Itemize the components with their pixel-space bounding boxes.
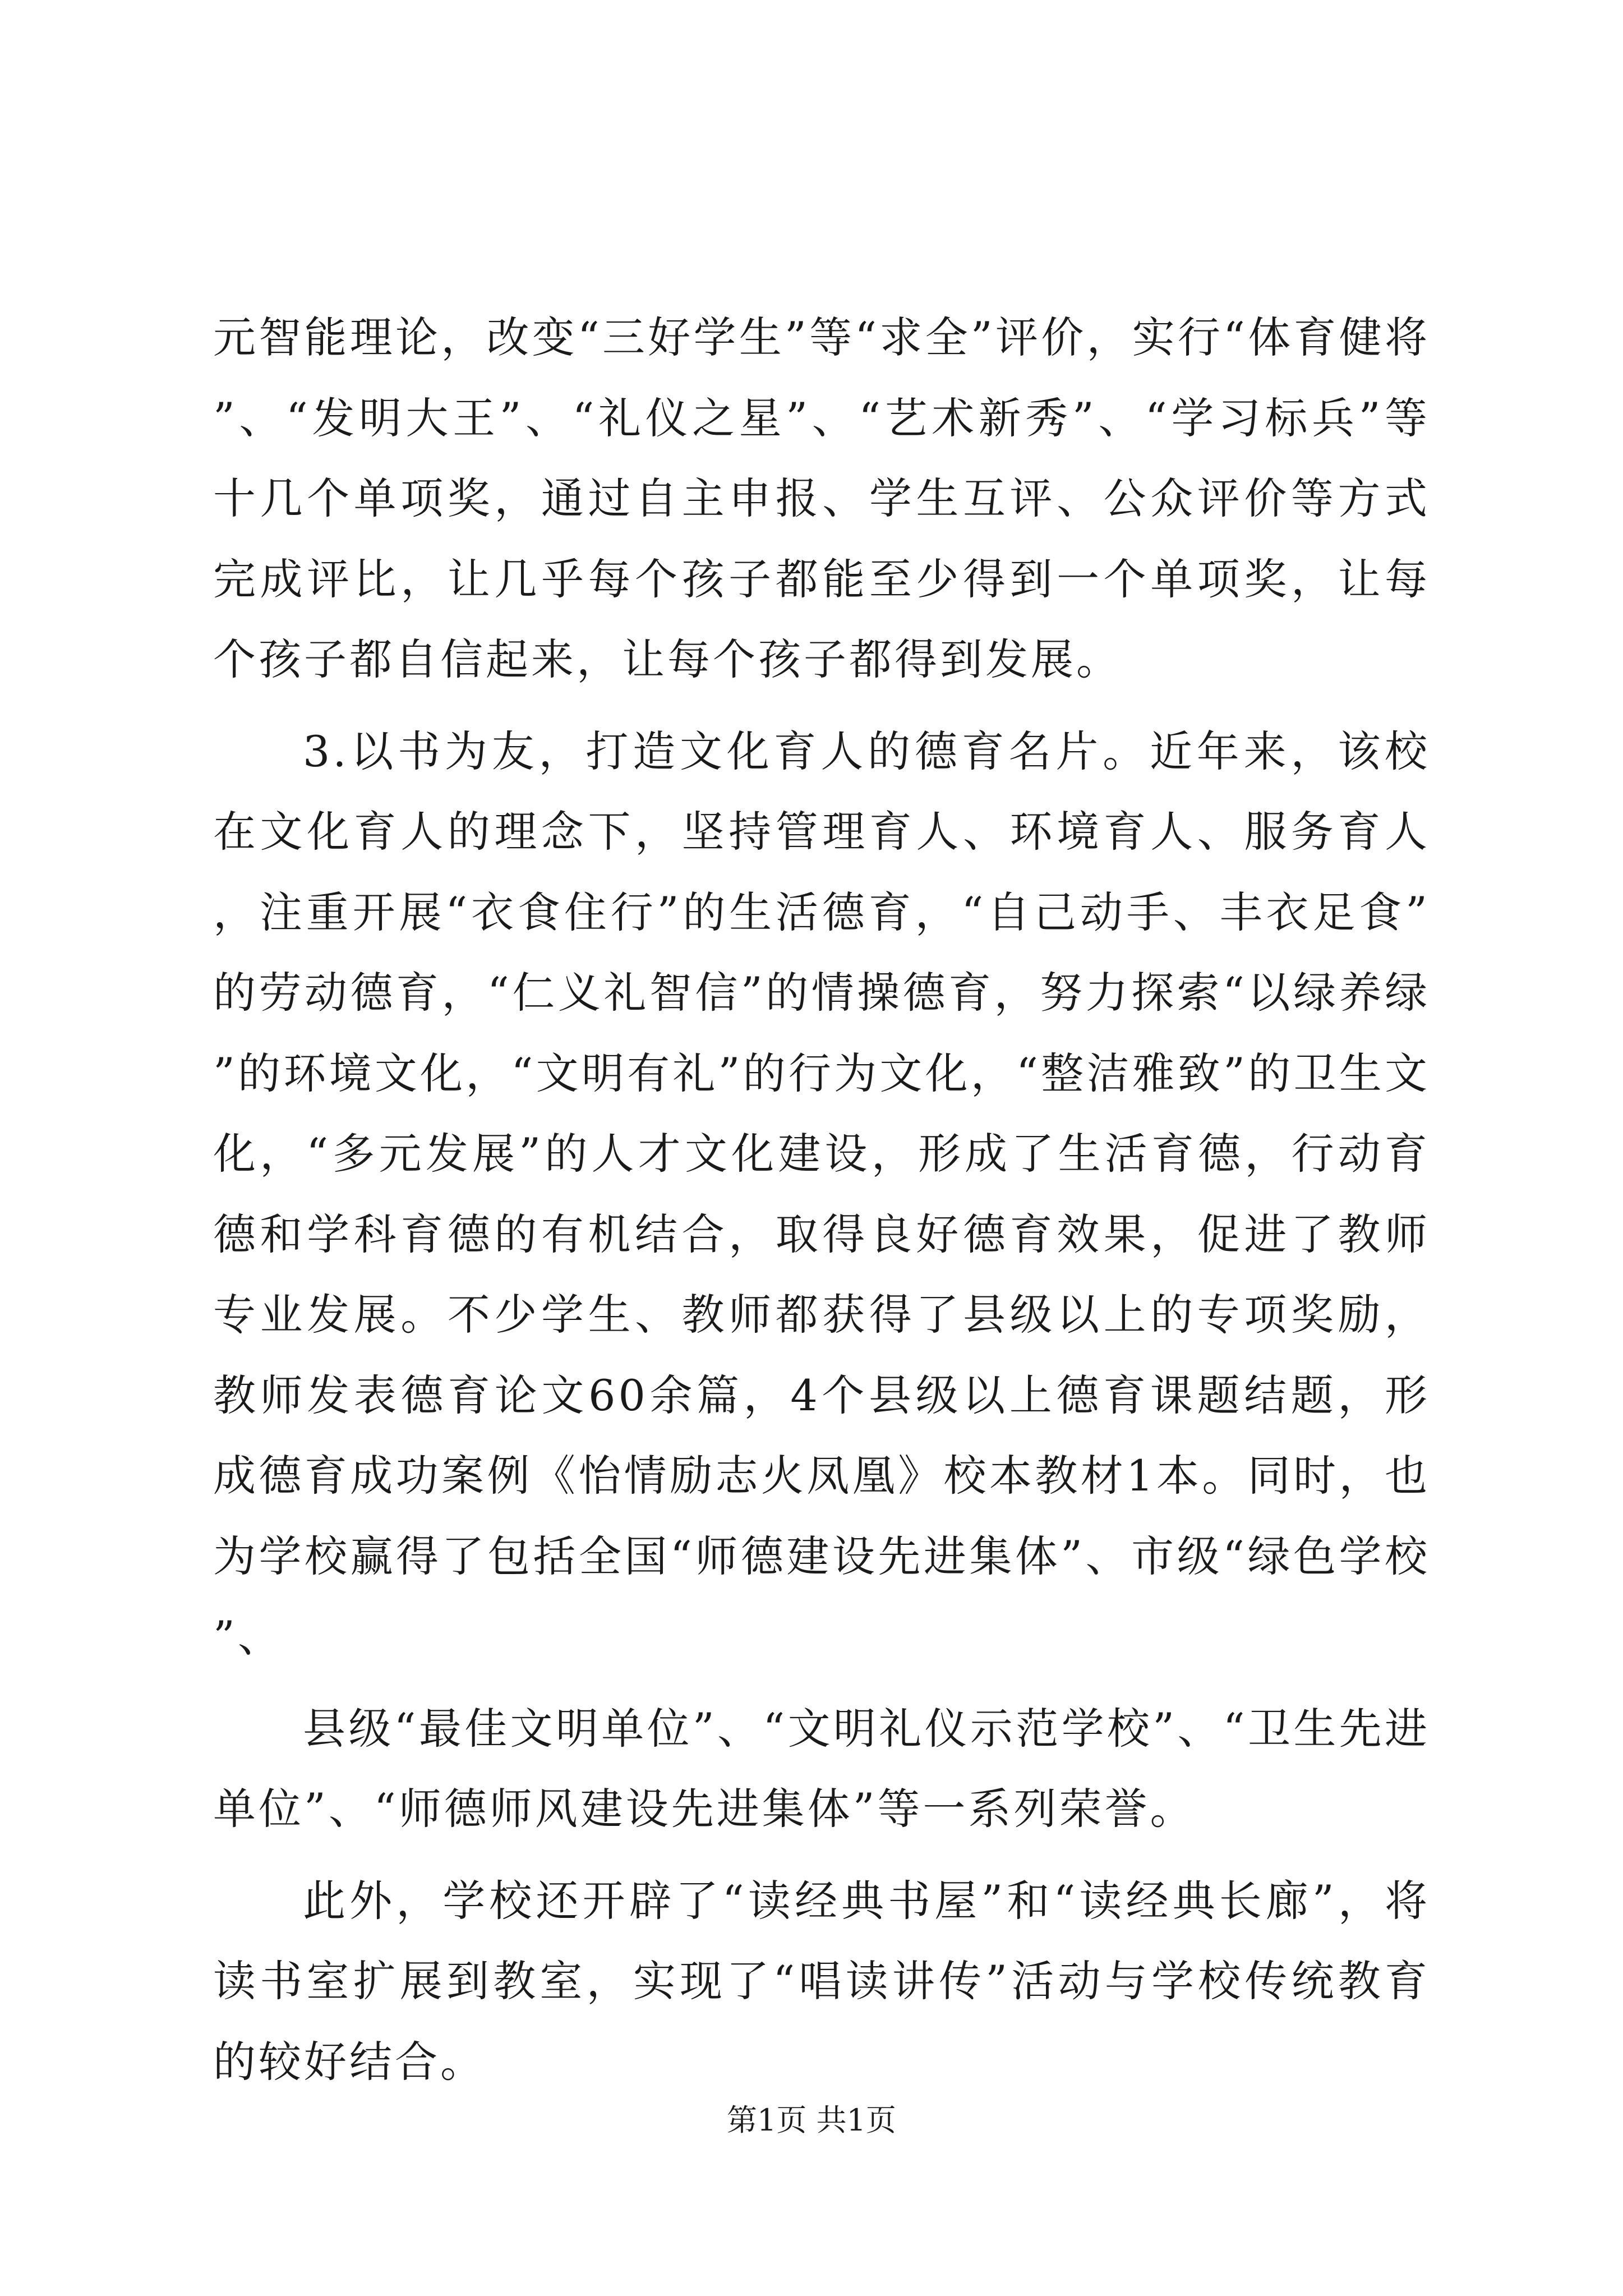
paragraph-continuation: 元智能理论，改变“三好学生”等“求全”评价，实行“体育健将”、“发明大王”、“礼仪之星”、“艺术新秀”、“学习标兵”等十几个单项奖，通过自主申报、学生互评、公众评价等方式完成评比，让几乎每个孩子都能至少得到一个单项奖，让每个孩子都自信起来，让每个孩子都得到发展。 xyxy=(213,312,1430,684)
page-footer: 第1页 共1页 xyxy=(727,2102,896,2138)
paragraph-county-honors: 县级“最佳文明单位”、“文明礼仪示范学校”、“卫生先进单位”、“师德师风建设先进集体”等一系列荣誉。 xyxy=(213,1703,1430,1834)
document-body xyxy=(213,297,1430,2102)
paragraph-section-3: 3.以书为友，打造文化育人的德育名片。近年来，该校在文化育人的理念下，坚持管理育人、环境育人、服务育人，注重开展“衣食住行”的生活德育，“自己动手、丰衣足食”的劳动德育，“仁义礼智信”的情操德育，努力探索“以绿养绿”的环境文化，“文明有礼”的行为文化，“整洁雅致”的卫生文化，“多元发展”的人才文化建设，形成了生活育德，行动育德和学科育德的有机结合，取得良好德育效果，促进了教师专业发展。不少学生、教师都获得了县级以上的专项奖励，教师发表德育论文60余篇，4个县级以上德育课题结题，形成德育成功案例《怡情励志火凤凰》校本教材1本。同时，也为学校赢得了包括全国“师德建设先进集体”、市级“绿色学校”、 xyxy=(213,726,1430,1662)
paragraph-reading-classics: 此外，学校还开辟了“读经典书屋”和“读经典长廊”，将读书室扩展到教室，实现了“唱读讲传”活动与学校传统教育的较好结合。 xyxy=(213,1875,1430,2087)
